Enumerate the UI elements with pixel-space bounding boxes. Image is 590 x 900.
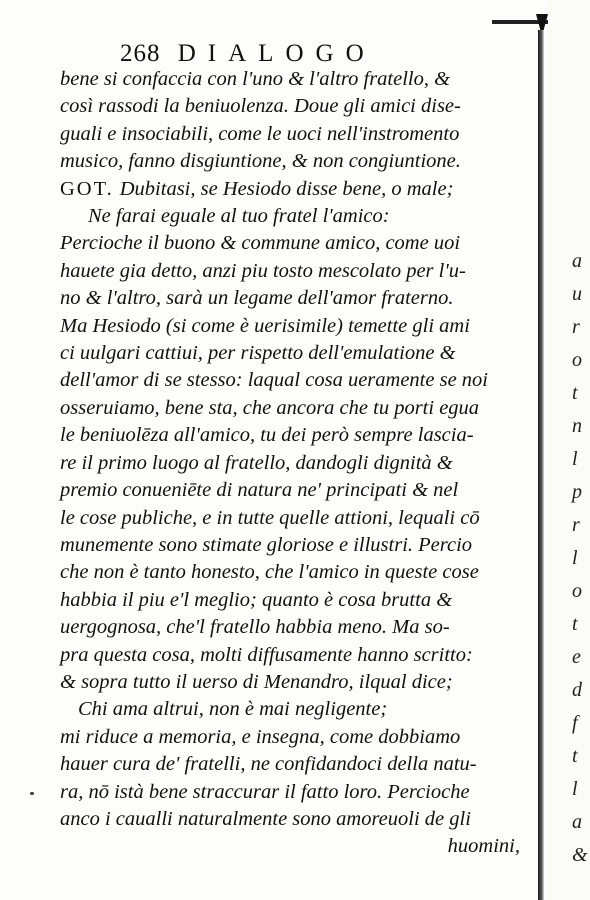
- facing-letter: o: [572, 580, 582, 602]
- text-line: [60, 779, 520, 806]
- page-number: 268: [120, 40, 161, 67]
- line-text: no & l'altro, sarà un legame dell'amor fraterno.: [60, 287, 454, 310]
- text-line: [60, 833, 520, 860]
- line-text: huomini,: [447, 835, 520, 858]
- facing-letter: d: [572, 679, 582, 701]
- facing-letter: o: [572, 349, 582, 371]
- text-line: [60, 751, 520, 778]
- text-line: [60, 340, 520, 367]
- text-line: [60, 642, 520, 669]
- text-line: [60, 696, 520, 723]
- line-text: & sopra tutto il uerso di Menandro, ilqual dice;: [60, 670, 453, 693]
- line-text: habbia il piu e'l meglio; quanto è cosa brutta &: [60, 588, 453, 611]
- running-title: DIALOGO: [177, 40, 376, 67]
- line-text: che non è tanto honesto, che l'amico in queste cose: [60, 561, 479, 584]
- line-text: uergognosa, che'l fratello habbia meno. Ma so-: [60, 616, 450, 639]
- line-text: hauer cura de' fratelli, ne confidandoci della natu-: [60, 753, 477, 776]
- text-line: [60, 532, 520, 559]
- facing-letter: &: [572, 844, 588, 866]
- facing-letter: p: [572, 481, 582, 503]
- line-text: ra, nō istà bene straccurar il fatto loro. Percioche: [60, 780, 470, 803]
- text-line: [60, 450, 520, 477]
- text-line: [60, 258, 520, 285]
- facing-letter: r: [572, 514, 580, 536]
- text-line: [60, 559, 520, 586]
- facing-letter: l: [572, 448, 578, 470]
- ink-speck: [30, 792, 34, 795]
- line-text: osseruiamo, bene sta, che ancora che tu porti egua: [60, 396, 480, 419]
- line-text: premio conueniēte di natura ne' principati & nel: [60, 479, 459, 502]
- text-line: [60, 669, 520, 696]
- body-text: [60, 66, 520, 861]
- facing-letter: a: [572, 250, 582, 272]
- text-line: [60, 422, 520, 449]
- text-line: [60, 176, 520, 203]
- text-line: [60, 93, 520, 120]
- line-text: Dubitasi, se Hesiodo disse bene, o male;: [119, 177, 454, 200]
- facing-letter: l: [572, 547, 578, 569]
- facing-letter: t: [572, 382, 578, 404]
- line-text: Percioche il buono & commune amico, come uoi: [60, 232, 461, 255]
- page-header: [120, 40, 376, 68]
- line-text: bene si confaccia con l'uno & l'altro fratello, &: [60, 68, 451, 90]
- facing-letter: r: [572, 316, 580, 338]
- facing-letter: u: [572, 283, 582, 305]
- line-text: pra questa cosa, molti diffusamente hanno scritto:: [60, 643, 473, 666]
- facing-letter: n: [572, 415, 582, 437]
- text-line: [60, 203, 520, 230]
- text-line: [60, 230, 520, 257]
- line-text: munemente sono stimate gloriose e illustri. Percio: [60, 533, 473, 556]
- text-line: [60, 505, 520, 532]
- facing-letter: t: [572, 745, 578, 767]
- line-text: Chi ama altrui, non è mai negligente;: [78, 698, 388, 721]
- speaker-label: GOT.: [60, 177, 114, 200]
- facing-page-edge: [548, 0, 590, 900]
- text-line: [60, 724, 520, 751]
- text-line: [60, 148, 520, 175]
- facing-letter: l: [572, 778, 578, 800]
- text-line: [60, 313, 520, 340]
- text-line: [60, 367, 520, 394]
- facing-letter: f: [572, 712, 578, 734]
- line-text: le beniuolēza all'amico, tu dei però sempre lascia-: [60, 424, 474, 447]
- line-text: anco i caualli naturalmente sono amoreuoli de gli: [60, 807, 471, 830]
- line-text: mi riduce a memoria, e insegna, come dobbiamo: [60, 725, 461, 748]
- facing-letter: t: [572, 613, 578, 635]
- text-line: [60, 66, 520, 93]
- line-text: re il primo luogo al fratello, dandogli dignità &: [60, 451, 453, 474]
- line-text: dell'amor di se stesso: laqual cosa ueramente se noi: [60, 369, 488, 392]
- text-line: [60, 806, 520, 833]
- line-text: Ma Hesiodo (si come è uerisimile) temette gli ami: [60, 314, 470, 337]
- text-line: [60, 614, 520, 641]
- binding-gutter: [538, 30, 544, 900]
- line-text: così rassodi la beniuolenza. Doue gli amici dise-: [60, 95, 461, 118]
- line-text: le cose publiche, e in tutte quelle attioni, lequali cō: [60, 506, 480, 529]
- text-line: [60, 477, 520, 504]
- line-text: ci uulgari cattiui, per rispetto dell'emulatione &: [60, 342, 456, 365]
- line-text: hauete gia detto, anzi piu tosto mescolato per l'u-: [60, 259, 466, 282]
- facing-letter: e: [572, 646, 581, 668]
- line-text: Ne farai eguale al tuo fratel l'amico:: [88, 205, 390, 228]
- line-text: guali e insociabili, come le uoci nell'instromento: [60, 122, 460, 145]
- line-text: musico, fanno disgiuntione, & non congiuntione.: [60, 150, 461, 173]
- text-line: [60, 395, 520, 422]
- text-line: [60, 285, 520, 312]
- text-line: [60, 587, 520, 614]
- facing-letter: a: [572, 811, 582, 833]
- text-line: [60, 121, 520, 148]
